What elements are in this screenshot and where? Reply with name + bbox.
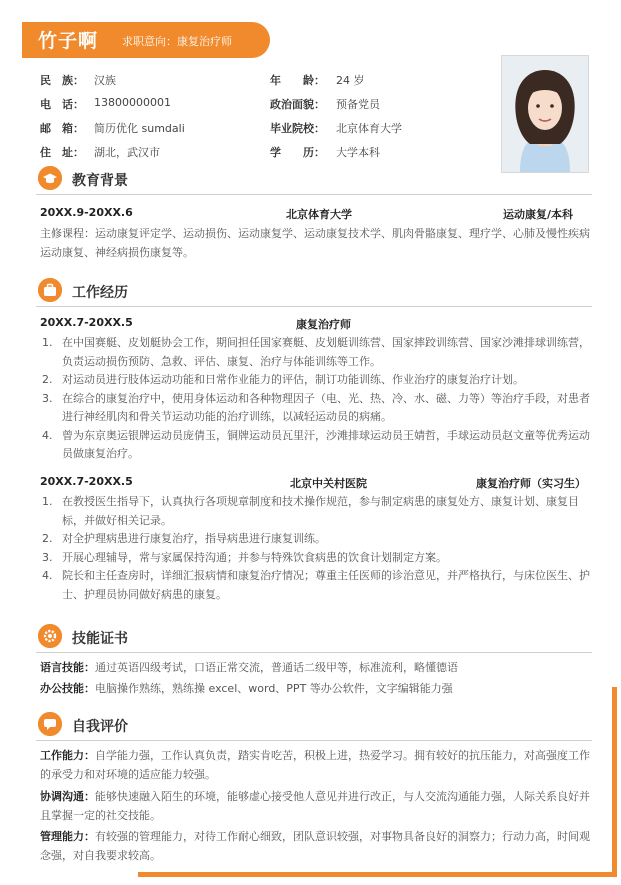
list-item: 3. 开展心理辅导，常与家属保持沟通；并参与特殊饮食病患的饮食计划制定方案。 <box>42 550 447 564</box>
corner-accent-vertical <box>612 687 617 875</box>
job-duties-list <box>42 334 590 464</box>
list-item: 4. 曾为东京奥运银牌运动员庞倩玉，铜牌运动员瓦里汗，沙滩排球运动员王婧哲，手球运动员赵文童等优秀运动员做康复治疗。 <box>42 428 590 460</box>
info-value-email: 简历优化 sumdali <box>94 122 185 135</box>
job-period: 20XX.7-20XX.5 <box>40 475 133 488</box>
self-management: 管理能力：有较强的管理能力，对待工作耐心细致，团队意识较强，对事物具备良好的洞察力；行动力高，时间观念强，对自我要求较高。 <box>40 830 590 862</box>
section-divider <box>36 652 592 653</box>
edu-period: 20XX.9-20XX.6 <box>40 206 133 219</box>
job-role: 康复治疗师 <box>296 318 351 331</box>
job-role: 康复治疗师（实习生） <box>476 477 586 490</box>
job-org: 北京中关村医院 <box>290 477 367 490</box>
info-label-political: 政治面貌： <box>270 98 325 111</box>
info-label-age: 年 龄： <box>270 74 325 87</box>
section-title-self: 自我评价 <box>72 719 128 735</box>
briefcase-icon <box>38 278 62 302</box>
self-communication: 协调沟通：能够快速融入陌生的环境，能够虚心接受他人意见并进行改正，与人交流沟通能力强，人际关系良好并且掌握一定的社交技能。 <box>40 790 590 822</box>
info-value-degree: 大学本科 <box>336 146 380 159</box>
info-value-age: 24 岁 <box>336 74 365 87</box>
chat-bubble-icon <box>38 712 62 736</box>
job-period: 20XX.7-20XX.5 <box>40 316 133 329</box>
corner-accent-horizontal <box>138 872 617 877</box>
header-banner <box>22 22 270 58</box>
info-label-degree: 学 历： <box>270 146 325 159</box>
list-item: 3. 在综合的康复治疗中，使用身体运动和各种物理因子（电、光、热、冷、水、磁、力等）等治疗手段，对患者进行神经肌肉和骨关节运动功能的治疗训练，以减轻运动员的病痛。 <box>42 391 590 423</box>
list-item: 1. 在中国赛艇、皮划艇协会工作，期间担任国家赛艇、皮划艇训练营、国家摔跤训练营、国家沙滩排球训练营，负责运动损伤预防、急救、评估、康复、治疗与体能训练等工作。 <box>42 336 590 368</box>
info-value-phone: 13800000001 <box>94 96 171 109</box>
job-intent: 求职意向：康复治疗师 <box>122 35 232 48</box>
skill-office: 办公技能：电脑操作熟练，熟练操 excel、word、PPT 等办公软件，文字编辑能力强 <box>40 682 453 695</box>
self-work-ability: 工作能力：自学能力强，工作认真负责，踏实肯吃苦，积极上进，热爱学习。拥有较好的抗压能力，对高强度工作的承受力和对环境的适应能力较强。 <box>40 749 590 781</box>
section-divider <box>36 740 592 741</box>
section-divider <box>36 194 592 195</box>
profile-photo <box>501 55 589 173</box>
list-item: 1. 在教授医生指导下，认真执行各项规章制度和技术操作规范，参与制定病患的康复处方、康复计划、康复目标，并做好相关记录。 <box>42 495 579 527</box>
list-item: 2. 对运动员进行肢体运动功能和日常作业能力的评估，制订功能训练、作业治疗的康复治疗计划。 <box>42 373 524 386</box>
info-label-ethnicity: 民 族： <box>40 74 84 87</box>
list-item: 4. 院长和主任查房时，详细汇报病情和康复治疗情况；尊重主任医师的诊治意见，并严格执行，与床位医生、护士、护理员协同做好病患的康复。 <box>42 569 590 601</box>
candidate-name: 竹子啊 <box>38 30 99 52</box>
section-title-skills: 技能证书 <box>72 631 128 647</box>
info-label-phone: 电 话： <box>40 98 84 111</box>
info-label-school: 毕业院校： <box>270 122 325 135</box>
info-label-address: 住 址： <box>40 146 84 159</box>
info-value-address: 湖北，武汉市 <box>94 146 160 159</box>
info-value-political: 预备党员 <box>336 98 380 111</box>
job-duties-list <box>42 493 590 604</box>
section-title-work: 工作经历 <box>72 285 128 301</box>
section-divider <box>36 306 592 307</box>
edu-major: 运动康复/本科 <box>503 208 574 221</box>
section-title-education: 教育背景 <box>72 173 128 189</box>
skill-language: 语言技能：通过英语四级考试，口语正常交流，普通话二级甲等，标准流利，略懂德语 <box>40 661 458 674</box>
info-value-school: 北京体育大学 <box>336 122 402 135</box>
edu-school: 北京体育大学 <box>286 208 352 221</box>
edu-courses: 主修课程：运动康复评定学、运动损伤、运动康复学、运动康复技术学、肌肉骨骼康复、理疗学、心肺及慢性疾病运动康复、神经病损伤康复等。 <box>40 227 590 259</box>
portrait-image <box>502 56 588 172</box>
list-item: 2. 对全护理病患进行康复治疗，指导病患进行康复训练。 <box>42 532 326 545</box>
graduation-cap-icon <box>38 166 62 190</box>
info-value-ethnicity: 汉族 <box>94 74 116 87</box>
info-label-email: 邮 箱： <box>40 122 84 135</box>
gear-icon <box>38 624 62 648</box>
